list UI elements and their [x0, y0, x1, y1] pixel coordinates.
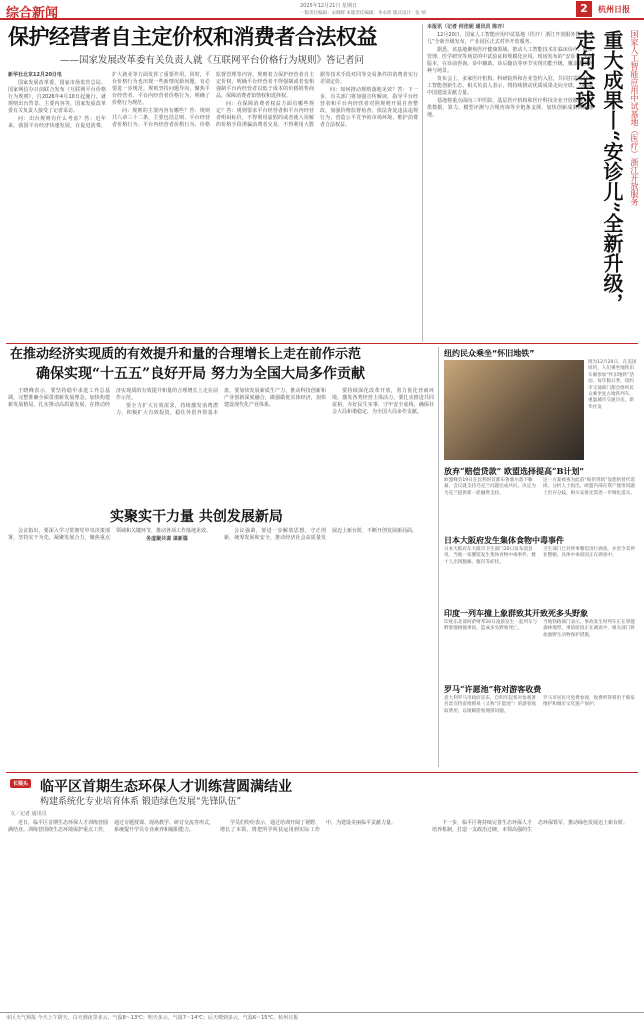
bottom-paragraph: 近日，临平区首期生态环保人才训练营圆满结业。训练营围绕生态环境保护重点工作，通过专题授课、现场教学、研讨交流等形式，系统提升学员专业素养和履职能力。: [8, 820, 215, 833]
brief-paragraph: 印度东北部阿萨姆邦20日凌晨发生一起列车与野象群相撞事故，造成多头野象死亡。: [444, 620, 538, 632]
brief-paragraph: 这一方案被视为此前“赔偿贷款”设想的替代选择。分析人士指出，欧盟内部在资产使用问题上仍存分歧，相关安排还需进一步细化落实。: [543, 478, 636, 496]
brief-paragraph: 欧盟峰会19日在比利时首都布鲁塞尔落下帷幕，会议就支持乌克兰问题达成共识，决定为乌克兰提供新一轮融资支持。: [444, 478, 536, 496]
section-rule: [6, 772, 638, 773]
brief-paragraph: 罗马市居民可免费参观，收费所得将用于喷泉维护和城市文化遗产保护。: [543, 696, 635, 708]
lead-paragraph: 问：在保障消费者权益方面有哪些规定？答：规则要求平台经营者和平台内经营者明码标价，不得利用虚假的或者使人误解的价格手段诱骗消费者交易，不得利用大数据等技术手段对同等交易条件的消费者实行差别定价。: [216, 72, 418, 128]
lead-dateline: 新华社北京12月20日电: [8, 72, 62, 78]
section-title: 综合新闻: [6, 6, 59, 21]
bottom-body: [8, 820, 638, 1010]
second-paragraph: 要全力扩大有效需求，持续激发消费潜力，积极扩大有效投资，稳住外贸外资基本盘。要加快发展新质生产力，推动科技创新和产业创新深度融合，做强做优实体经济，加快建设现代化产业体系。: [116, 388, 326, 416]
lead-body: [8, 72, 418, 340]
lead-paragraph: 问：出台规则有什么考虑？答：近年来，我国平台经济快速发展，在促进消费、扩大就业等方面发挥了重要作用。同时，平台价格行为也出现一些新情况新问题，有必要进一步规范。规则坚持问题导向，聚焦平台经营者、平台内经营者价格行为，明确了价格行为规范。: [8, 72, 210, 129]
third-paragraph: 会议指出，要深入学习贯彻党中央决策部署，坚持实干为先，凝聚发展合力，聚焦重点领域和关键环节，推动各项工作落地见效。: [8, 528, 212, 541]
footer-weather: 市区天气预报 今天上午阴天，白天到夜里多云，气温8～13℃；明天多云，气温7～14℃；后天晴到多云，气温6～15℃。杭州日报: [0, 1012, 644, 1024]
lead-paragraph: 国家发展改革委、国家市场监管总局、国家网信办日前联合发布《互联网平台价格行为规则》，自2026年4月10日起施行。就规则出台背景、主要内容等，国家发展改革委有关负责人接受了记者采访。: [8, 80, 106, 114]
right-story-body: [427, 24, 593, 342]
third-headline: 实聚实干力量 共创发展新局: [110, 509, 283, 525]
right-paragraph: 发布会上，多家医疗机构、科研院所和企业签约入驻，共同打造医疗人工智能创新生态。相关负责人表示，将持续推动优质成果走向全球，为健康中国建设贡献力量。: [427, 76, 593, 96]
divider: [438, 347, 439, 767]
bottom-headline: 临平区首期生态环保人才训练营圆满结业: [40, 779, 292, 795]
bottom-subheadline: 构建系统化专业培育体系 锻造绿色发展“先锋队伍”: [40, 797, 242, 807]
bottom-paragraph: 学员们纷纷表示，通过培训开阔了视野、增长了本领，将把所学所获运用到实际工作中，为建设美丽临平贡献力量。: [220, 820, 397, 833]
section-rule: [6, 343, 638, 344]
bottom-byline: 文／记者 通讯员: [10, 811, 47, 817]
lead-paragraph: 问：规则的主要内容有哪些？答：规则共六章三十二条，主要包括总则、平台经营者价格行为、平台内经营者价格行为、价格监督管理等内容。规则着力保护经营者自主定价权，明确平台经营者不得强制或者变相强制平台内经营者以低于成本的价格销售商品，保障消费者知情权和选择权。: [112, 72, 314, 128]
divider: [422, 24, 423, 342]
brief-paragraph: 日本大阪府东大阪市卫生部门20日发布消息说，当地一家餐馆发生集体食物中毒事件，数十人出现腹痛、腹泻等症状。: [444, 547, 536, 565]
header-date: 2025年12月21日 星期日: [300, 3, 358, 9]
header: [0, 0, 644, 20]
right-paragraph: 据悉，该基地聚焦医疗健康领域，推动人工智能技术在临床诊疗、健康管理、医学研究等场景的中试验证和规模化应用。现场发布的“安诊儿”全新版本，在诊前咨询、诊中辅助、诊后随访等环节实现功能升级，覆盖更多病种与场景。: [427, 47, 593, 74]
brief-title: 印度一列车撞上象群致其开致死多头野象: [444, 608, 588, 618]
right-paragraph: 12月20日，国家人工智能应用中试基地（医疗）浙江开放服务暨“安诊儿”全新升级发布，产业园区正式对外开放服务。: [427, 32, 593, 45]
aside-title: 纽约民众乘坐“怀旧地铁”: [444, 349, 535, 358]
brief-paragraph: 意大利罗马市政府宣布，自明年起将对参观著名景点特雷维喷泉（又称“许愿池”）的游客收取费用，以缓解游客拥挤问题。: [444, 696, 537, 714]
second-paragraph: 王晓峰表示，要坚持稳中求进工作总基调，完整准确全面贯彻新发展理念，加快构建新发展格局，扎实推动高质量发展，在推动经济实现质的有效提升和量的合理增长上走在前作示范。: [8, 388, 218, 408]
brief-title: 日本大阪府发生集体食物中毒事件: [444, 535, 564, 545]
brief-title: 罗马“许愿池”将对游客收费: [444, 684, 542, 694]
aside-caption: 图为12月20日，在美国纽约，人们乘坐地铁旧车厢参加“怀旧地铁”活动。每年假日季，纽约市交通部门都会组织民众乘坐复古地铁列车，重温城市交通历史。新华社发: [588, 360, 637, 410]
brief-body: [444, 696, 638, 766]
lead-subheadline: ——国家发展改革委有关负责人就《互联网平台价格行为规则》答记者问: [60, 55, 365, 66]
third-body: [8, 528, 434, 768]
brief-body: [444, 620, 638, 678]
right-vertical-kicker: 国家人工智能应用中试基地（医疗）浙江开放服务: [630, 30, 639, 206]
brief-paragraph: 当地铁路部门表示，事故发生时列车正在穿越森林地带，事故原因正在调查中，相关部门将加强野生动物保护措施。: [543, 620, 635, 638]
right-dateline: 本报讯（记者 何佳妮 通讯员 陈亦）: [427, 24, 508, 30]
brief-body: [444, 547, 638, 603]
second-headline: 在推动经济实现质的有效提升和量的合理增长上走在前作示范: [10, 347, 362, 362]
brief-paragraph: 卫生部门已对涉事餐馆进行调查，并责令其停业整顿。具体中毒原因正在调查中。: [543, 547, 635, 559]
lead-paragraph: 问：如何推动规则落地见效？答：下一步，有关部门将加强宣传解读，指导平台经营者和平台内经营者对照规则开展自查整改，加强价格监督检查，依法查处违法违规行为，营造公平竞争的市场环境，维护消费者合法权益。: [320, 87, 418, 128]
right-paragraph: 基地将重点面向三甲医院、基层医疗机构和医疗科技企业开放服务，提供数据、算力、模型评测与合规咨询等全链条支撑，加快创新成果转化落地。: [427, 98, 593, 118]
second-body: [8, 388, 434, 498]
bottom-paragraph: 下一步，临平区将持续完善生态环保人才培养机制，打造一支政治过硬、本领高强的生态环保铁军，推动绿色发展迈上新台阶。: [432, 820, 629, 833]
right-vertical-headline: 重大成果丨“安诊儿”全新升级，走向全球: [572, 30, 624, 314]
paper-logo: 杭州日报: [598, 4, 630, 14]
brief-body: [444, 478, 638, 530]
lead-headline: 保护经营者自主定价权和消费者合法权益: [8, 24, 377, 49]
page-number: 2: [576, 1, 592, 17]
second-paragraph: 要持续深化改革开放，着力优化营商环境，激发各类经营主体活力。要扎实推进共同富裕，办好民生实事，守牢安全底线，确保社会大局和谐稳定，为全国大局多作贡献。: [332, 388, 434, 415]
header-editors: 一版责任编辑：宋晓晖 本版责任编辑：李永荷 版式设计：张 纳: [300, 11, 426, 16]
third-kicker: 务虚聚共谋 谋新篇: [146, 536, 188, 542]
brief-title: 放弃“赔偿贷款” 欧盟选择提高“B计划”: [444, 466, 584, 476]
third-paragraph: 会议强调，要进一步解放思想、守正创新，统筹发展和安全，推动经济社会高质量发展迈上新台阶，不断开创发展新局面。: [224, 528, 418, 541]
second-subheadline: 确保实现“十五五”良好开局 努力为全国大局多作贡献: [36, 366, 365, 382]
aside-photo: [444, 360, 584, 460]
bottom-tag: 长镜头: [10, 779, 31, 788]
